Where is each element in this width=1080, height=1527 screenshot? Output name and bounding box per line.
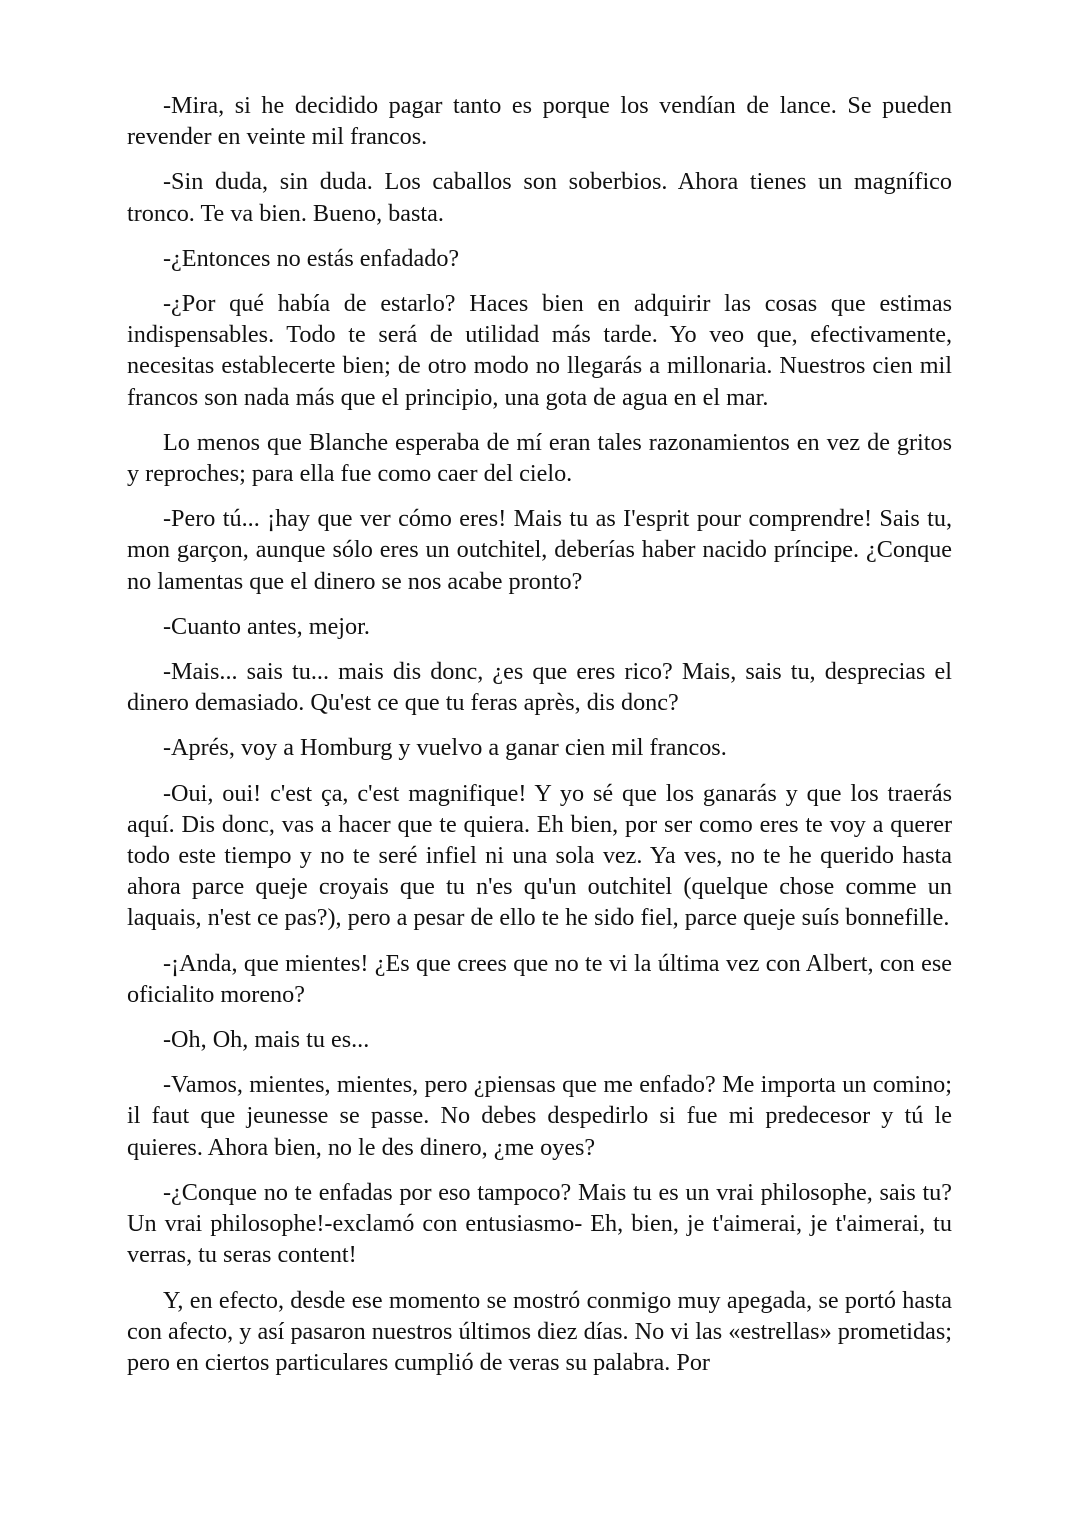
paragraph: -Mira, si he decidido pagar tanto es porque los vendían de lance. Se pueden revender en veinte mil francos. (127, 92, 952, 151)
paragraph: Lo menos que Blanche esperaba de mí eran tales razonamientos en vez de gritos y reproches; para ella fue como caer del cielo. (127, 428, 952, 488)
paragraph: -Sin duda, sin duda. Los caballos son soberbios. Ahora tienes un magnífico tronco. Te va bien. Bueno, basta. (127, 168, 952, 227)
paragraph: -Pero tú... ¡hay que ver cómo eres! Mais tu as I'esprit pour comprendre! Sais tu, mon garçon, aunque sólo eres un outchitel, deberías haber nacido príncipe. ¿Conque no lamentas que el dinero se nos acabe pronto? (127, 505, 952, 595)
paragraph: Y, en efecto, desde ese momento se mostró conmigo muy apegada, se portó hasta con afecto, y así pasaron nuestros últimos diez días. No vi las «estrellas» prometidas; pero en ciertos particulares cumplió de veras su palabra. Por (127, 1286, 952, 1376)
paragraph: -Cuanto antes, mejor. (163, 612, 370, 640)
paragraph: -¿Conque no te enfadas por eso tampoco? Mais tu es un vrai philosophe, sais tu? Un vrai philosophe!-exclamó con entusiasmo- Eh, bien, je t'aimerai, je t'aimerai, tu verras, tu seras content! (127, 1178, 952, 1269)
paragraph: -Aprés, voy a Homburg y vuelvo a ganar cien mil francos. (163, 734, 727, 762)
paragraph: -Mais... sais tu... mais dis donc, ¿es que eres rico? Mais, sais tu, desprecias el dinero demasiado. Qu'est ce que tu feras après, dis donc? (127, 658, 952, 717)
paragraph: -¿Por qué había de estarlo? Haces bien en adquirir las cosas que estimas indispensables. Todo te será de utilidad más tarde. Yo veo que, efectivamente, necesitas establecerte bien; de otro modo no llegarás a millonaria. Nuestros cien mil francos son nada más que el principio, una gota de agua en el mar. (127, 290, 952, 411)
paragraph: -Oh, Oh, mais tu es... (163, 1026, 370, 1054)
paragraph: -Oui, oui! c'est ça, c'est magnifique! Y yo sé que los ganarás y que los traerás aquí. Dis donc, vas a hacer que te quiera. Eh bien, por ser como eres te voy a querer todo este tiempo y no te seré infiel ni una sola vez. Ya ves, no te he querido hasta ahora parce queje croyais que tu n'es qu'un outchitel (quelque chose comme un laquais, n'est ce pas?), pero a pesar de ello te he sido fiel, parce queje suís bonnefille. (127, 779, 952, 932)
body-text (127, 90, 952, 1378)
paragraph: -Vamos, mientes, mientes, pero ¿piensas que me enfado? Me importa un comino; il faut que jeunesse se passe. No debes despedirlo si fue mi predecesor y tú le quieres. Ahora bien, no le des dinero, ¿me oyes? (127, 1071, 952, 1161)
paragraph: -¿Entonces no estás enfadado? (163, 244, 460, 272)
paragraph: -¡Anda, que mientes! ¿Es que crees que no te vi la última vez con Albert, con ese oficialito moreno? (127, 949, 952, 1008)
